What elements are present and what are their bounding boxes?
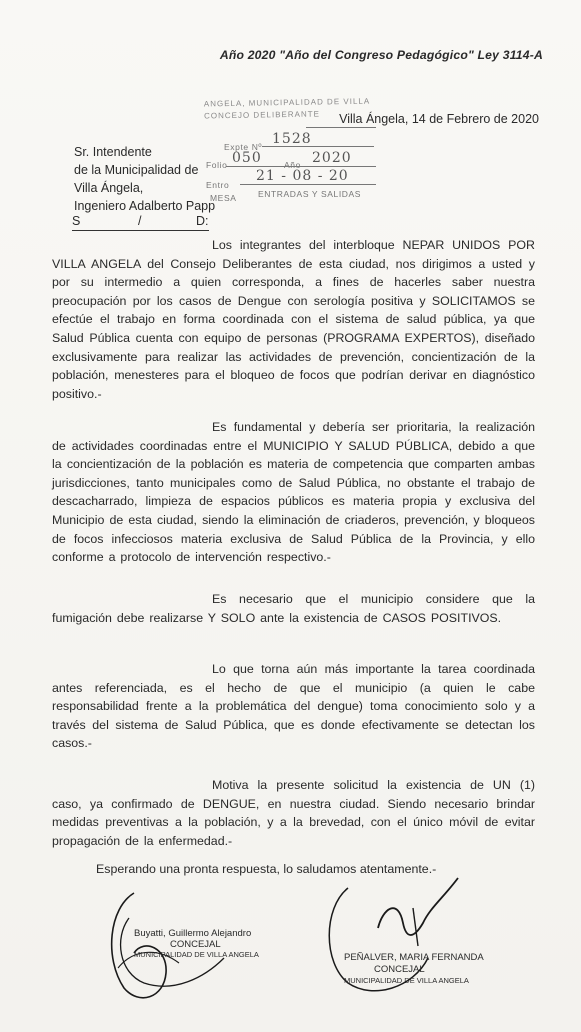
body-paragraph-4: Lo que torna aún más importante la tarea coordinada antes referenciada, es el hecho de que el municipio (a quien le cabe responsabilidad frente a la problemática del dengue) toma conocimiento solo y a través del sistema de Salud Pública, que es donde efectivamente se detectan los casos.-	[52, 662, 535, 751]
recipient-line-1: Sr. Intendente	[74, 145, 152, 159]
signature-2-role: CONCEJAL	[374, 964, 425, 975]
stamp-entro-value: 21 - 08 - 20	[256, 168, 349, 184]
stamp-mesa-value: ENTRADAS Y SALIDAS	[258, 189, 362, 199]
stamp-rule	[306, 127, 376, 128]
signature-1-name: Buyatti, Guillermo Alejandro	[134, 928, 252, 939]
body-paragraph-2: Es fundamental y debería ser prioritaria, la realización de actividades coordinadas entre el MUNICIPIO Y SALUD PÚBLICA, debido a que la concientización de la población es materia de competencia que comparten ambas jurisdicciones, tanto municipales como de Salud Pública, no obstante el trabajo de descacharrado, limpieza de espacios públicos es materia propia y exclusiva del Municipio de esta ciudad, siendo la eliminación de criaderos, prevención, y bloqueos de focos infecciosos materia exclusiva de Salud Pública de la Provincia, y ello conforme a protocolo de intervención respectivo.-	[52, 420, 535, 565]
stamp-expte-value: 1528	[272, 131, 312, 147]
signature-2-institution: MUNICIPALIDAD DE VILLA ANGELA	[344, 976, 469, 985]
sd-s: S	[72, 214, 81, 228]
signature-1-role: CONCEJAL	[170, 939, 221, 950]
stamp-rule	[240, 184, 376, 185]
stamp-folio-value: 050	[232, 150, 262, 166]
stamp-mesa-label: MESA	[210, 193, 237, 203]
stamp-line-1: ANGELA, MUNICIPALIDAD DE VILLA	[203, 96, 371, 109]
sd-slash: /	[138, 214, 142, 228]
stamp-anio-value: 2020	[312, 150, 352, 166]
document-header-title: Año 2020 "Año del Congreso Pedagógico" Ley 3114-A	[219, 48, 543, 62]
salutation-sd	[72, 214, 209, 231]
stamp-expte-label: Expte Nº	[224, 142, 263, 152]
body-paragraph-1: Los integrantes del interbloque NEPAR UNIDOS POR VILLA ANGELA del Consejo Deliberantes de esta ciudad, nos dirigimos a usted y por su intermedio a quien corresponda, a fines de hacerles saber nuestra preocupación por los casos de Dengue con serología positiva y SOLICITAMOS se efectúe el trabajo en forma coordinada con el sistema de salud pública, ya que Salud Pública cuenta con equipo de personas (PROGRAMA EXPERTOS), diseñado exclusivamente para realizar las actividades de prevención, concientización de la población, menesteres para el bloqueo de focos que podrían derivar en diagnóstico positivo.-	[52, 238, 535, 401]
recipient-line-2: de la Municipalidad de	[74, 163, 199, 177]
date-line: Villa Ángela, 14 de Febrero de 2020	[339, 112, 539, 126]
recipient-line-4: Ingeniero Adalberto Papp	[74, 199, 216, 213]
handwritten-signature-2	[318, 868, 478, 1018]
stamp-anio-label: Año	[284, 160, 301, 170]
closing-line: Esperando una pronta respuesta, lo saludamos atentamente.-	[96, 862, 437, 876]
recipient-line-3: Villa Ángela,	[74, 181, 144, 195]
stamp-entro-label: Entro	[206, 180, 230, 190]
sd-d: D:	[196, 214, 209, 228]
signature-block-2	[318, 868, 484, 1018]
stamp-folio-label: Folio	[206, 160, 228, 170]
stamp-line-2: CONCEJO DELIBERANTE	[203, 109, 321, 121]
stamp-rule	[262, 146, 374, 147]
signature-block-1	[104, 878, 264, 1008]
signature-1-institution: MUNICIPALIDAD DE VILLA ANGELA	[134, 950, 259, 959]
stamp-rule	[226, 166, 376, 167]
signature-2-name: PEÑALVER, MARIA FERNANDA	[344, 952, 484, 963]
body-paragraph-5: Motiva la presente solicitud la existencia de UN (1) caso, ya confirmado de DENGUE, en nuestra ciudad. Siendo necesario brindar medidas preventivas a la población, y a la brevedad, con el único móvil de evitar propagación de la enfermedad.-	[52, 778, 535, 848]
body-paragraph-3: Es necesario que el municipio considere que la fumigación debe realizarse Y SOLO ante la existencia de CASOS POSITIVOS.	[52, 592, 535, 625]
